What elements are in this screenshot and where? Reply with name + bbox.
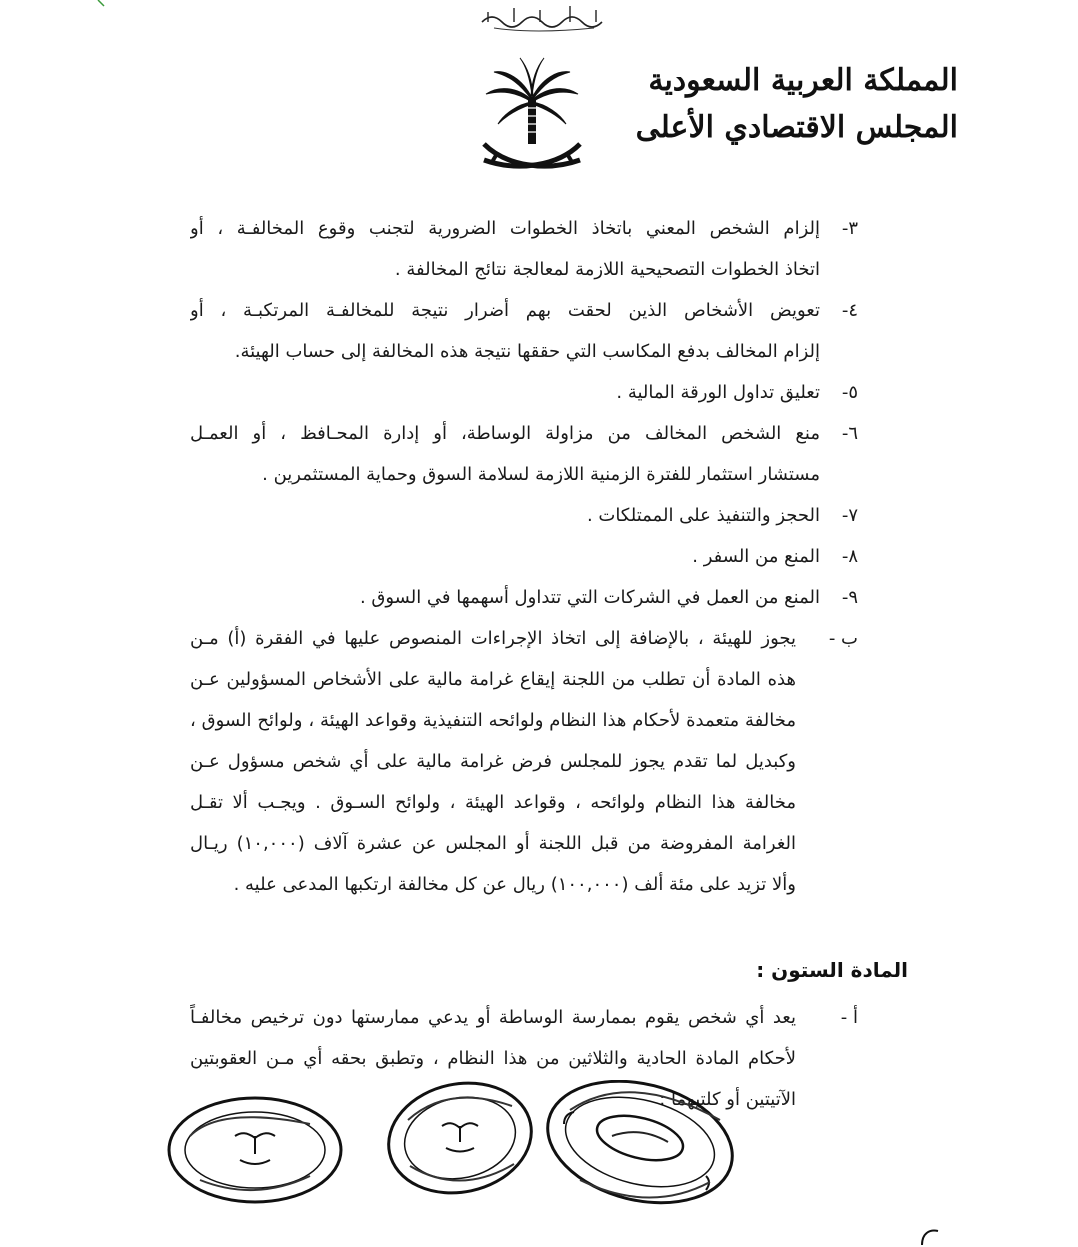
article-heading: المادة الستون : — [756, 958, 908, 982]
paragraph-b — [190, 618, 858, 659]
paragraph-a — [190, 998, 858, 1039]
letterhead-council: المجلس الاقتصادي الأعلى — [635, 110, 958, 145]
paragraph-marker: ب - — [828, 628, 858, 649]
list-item — [190, 413, 858, 454]
list-item-continuation — [190, 331, 858, 372]
item-line: اتخاذ الخطوات التصحيحية اللازمة لمعالجة نتائج المخالفة . — [394, 259, 820, 280]
paragraph-line: يعد أي شخص يقوم بممارسة الوساطة أو يدعي ممارستها دون ترخيص مخالفـاً — [190, 1007, 796, 1028]
paragraph-line: وكبديل لما تقدم يجوز للمجلس فرض غرامة مالية على أي شخص مسؤول عـن — [190, 751, 796, 772]
item-line: المنع من العمل في الشركات التي تتداول أسهمها في السوق . — [359, 587, 820, 608]
stamp-economic-council — [169, 1098, 341, 1202]
list-item — [190, 577, 858, 618]
item-number: ٦- — [841, 423, 858, 444]
item-line: تعليق تداول الورقة المالية . — [616, 382, 820, 403]
paragraph-line: يجوز للهيئة ، بالإضافة إلى اتخاذ الإجراءات المنصوص عليها في الفقرة (أ) مـن — [190, 628, 796, 649]
paragraph-marker: أ - — [840, 1007, 858, 1028]
paragraph-b-line — [190, 782, 858, 823]
paragraph-b-line — [190, 700, 858, 741]
regulation-body — [190, 208, 858, 905]
item-line: مستشار استثمار للفترة الزمنية اللازمة لسلامة السوق وحماية المستثمرين . — [262, 464, 820, 485]
stamp-true-copy — [535, 1080, 745, 1220]
item-number: ٨- — [841, 546, 858, 567]
item-number: ٥- — [841, 382, 858, 403]
corner-tick-mark — [96, 0, 116, 8]
list-item — [190, 495, 858, 536]
item-number: ٤- — [841, 300, 858, 321]
list-item — [190, 372, 858, 413]
item-line: المنع من السفر . — [692, 546, 820, 567]
stamp-1-outer — [186, 1090, 350, 1091]
paragraph-line: لأحكام المادة الحادية والثلاثين من هذا النظام ، وتطبق بحقه أي مـن العقوبتين — [190, 1048, 796, 1069]
paragraph-line: وألا تزيد على مئة ألف (١٠٠,٠٠٠) ريال عن كل مخالفة ارتكبها المدعى عليه . — [233, 874, 796, 895]
item-line: تعويض الأشخاص الذين لحقت بهم أضرار نتيجة للمخالفـة المرتكبـة ، أو — [190, 300, 820, 321]
paragraph-b-line — [190, 823, 858, 864]
item-number: ٧- — [841, 505, 858, 526]
letterhead-kingdom: المملكة العربية السعودية — [648, 63, 958, 98]
paragraph-line: هذه المادة أن تطلب من اللجنة إيقاع غرامة مالية على الأشخاص المسؤولين عـن — [190, 669, 796, 690]
list-item — [190, 536, 858, 577]
paragraph-line: الغرامة المفروضة من قبل اللجنة أو المجلس عن عشرة آلاف (١٠,٠٠٠) ريـال — [190, 833, 796, 854]
paragraph-a-line — [190, 1039, 858, 1080]
paragraph-line: الآتيتين أو كلتيهما : — [659, 1089, 796, 1110]
item-line: الحجز والتنفيذ على الممتلكات . — [586, 505, 820, 526]
list-item — [190, 208, 858, 249]
bismillah-text — [474, 4, 614, 19]
page-curl-mark — [918, 1227, 940, 1245]
paragraph-b-line — [190, 659, 858, 700]
paragraph-b-line — [190, 741, 858, 782]
stamp-cabinet-secretariat — [378, 1080, 541, 1206]
list-item-continuation — [190, 249, 858, 290]
item-number: ٣- — [841, 218, 858, 239]
item-line: إلزام المخالف بدفع المكاسب التي حققها نتيجة هذه المخالفة إلى حساب الهيئة. — [234, 341, 820, 362]
letterhead — [635, 60, 958, 170]
item-line: إلزام الشخص المعني باتخاذ الخطوات الضرورية لتجنب وقوع المخالفـة ، أو — [190, 218, 820, 239]
paragraph-line: مخالفة متعمدة لأحكام هذا النظام ولوائحه التنفيذية وقواعد الهيئة ، ولوائح السوق ، — [190, 710, 796, 731]
paragraph-b-line — [190, 864, 858, 905]
list-item-continuation — [190, 454, 858, 495]
paragraph-line: مخالفة هذا النظام ولوائحه ، وقواعد الهيئة ، ولوائح السـوق . ويجـب ألا تقـل — [190, 792, 796, 813]
item-number: ٩- — [841, 587, 858, 608]
item-line: منع الشخص المخالف من مزاولة الوساطة، أو إدارة المحـافظ ، أو العمـل — [190, 423, 820, 444]
official-stamps — [160, 1080, 760, 1220]
list-item — [190, 290, 858, 331]
saudi-emblem-icon — [476, 56, 588, 180]
